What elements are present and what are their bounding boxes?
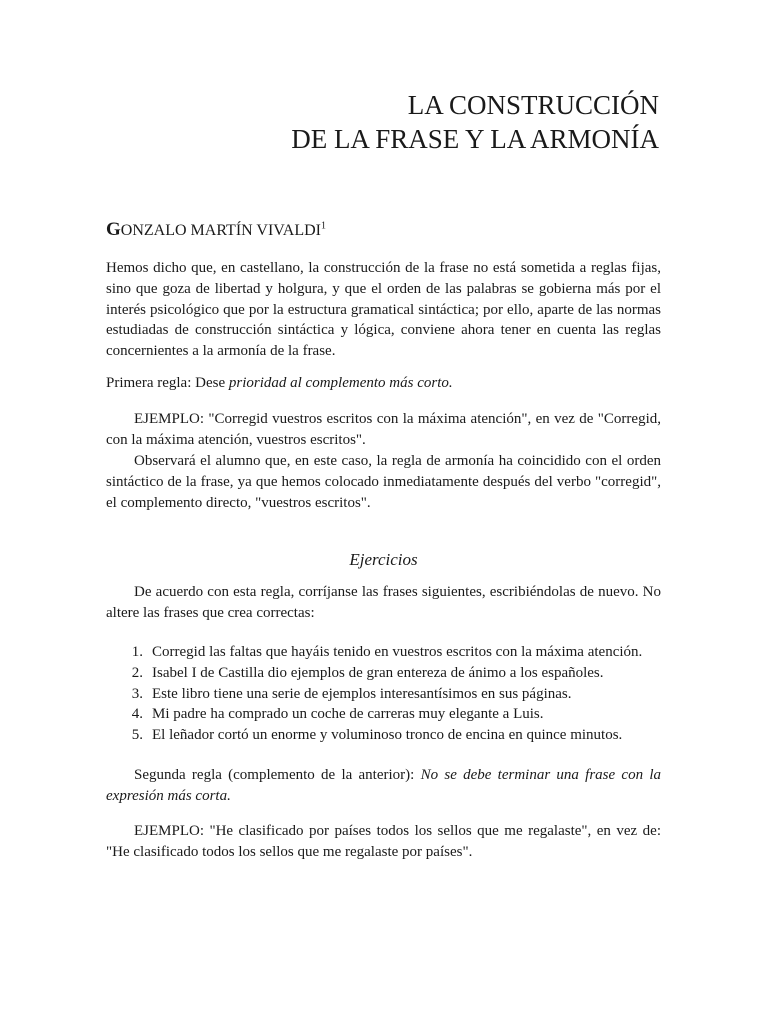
rule-2-emphasis: No se debe terminar una frase con la expresión más corta.	[106, 767, 662, 804]
exercise-number: 4.	[131, 706, 143, 723]
exercise-item	[106, 725, 666, 746]
title-line-1: LA CONSTRUCCIÓN	[407, 90, 659, 120]
observation-paragraph: Observará el alumno que, en este caso, la regla de armonía ha coincidido con el orden sintáctico de la frase, ya que hemos colocado inmediatamente después del verbo "corregid", el complemento directo, "vuestros escritos".	[106, 453, 661, 511]
exercise-number: 5.	[131, 727, 143, 744]
exercise-number: 3.	[131, 685, 143, 702]
exercises-heading: Ejercicios	[349, 550, 418, 569]
exercise-item	[106, 684, 666, 705]
exercise-number: 2.	[131, 664, 143, 681]
rule-1-paragraph	[106, 373, 661, 394]
exercise-text: Corregid las faltas que hayáis tenido en vuestros escritos con la máxima atención.	[152, 644, 643, 660]
rule-1-label: Primera regla: Dese	[106, 375, 229, 391]
exercises-instruction: De acuerdo con esta regla, corríjanse las frases siguientes, escribiéndolas de nuevo. No altere las frases que crea correctas:	[106, 584, 661, 621]
rule-1-emphasis: prioridad al complemento más corto.	[228, 375, 453, 391]
exercise-text: Mi padre ha comprado un coche de carreras muy elegante a Luis.	[152, 706, 544, 723]
title-line-2: DE LA FRASE Y LA ARMONÍA	[291, 124, 659, 154]
author-rest: ONZALO MARTÍN VIVALDI	[120, 222, 321, 239]
footnote-mark: 1	[321, 220, 326, 232]
example-1-paragraph: EJEMPLO: "Corregid vuestros escritos con la máxima atención", en vez de "Corregid, con la máxima atención, vuestros escritos".	[106, 411, 661, 448]
exercise-item	[106, 642, 666, 663]
exercise-item	[106, 704, 666, 725]
intro-paragraph: Hemos dicho que, en castellano, la construcción de la frase no está sometida a reglas fijas, sino que goza de libertad y holgura, y que el orden de las palabras se gobierna más por el interés psicológico que por la estructura gramatical sintáctica; por ello, aparte de las normas estudiadas de construcción sintáctica y lógica, conviene ahora tener en cuenta las reglas concernientes a la armonía de la frase.	[106, 260, 661, 360]
rule-2-paragraph	[106, 765, 661, 807]
exercise-text: El leñador cortó un enorme y voluminoso tronco de encina en quince minutos.	[152, 727, 623, 744]
exercise-text: Isabel I de Castilla dio ejemplos de gran entereza de ánimo a los españoles.	[152, 664, 604, 681]
rule-2-label: Segunda regla (complemento de la anterior):	[134, 767, 421, 783]
example-2-paragraph: EJEMPLO: "He clasificado por países todos los sellos que me regalaste", en vez de: "He clasificado todos los sellos que me regalaste por países".	[106, 823, 661, 860]
exercise-item	[106, 663, 666, 684]
author-initial: G	[106, 219, 121, 240]
exercise-text: Este libro tiene una serie de ejemplos interesantísimos en sus páginas.	[152, 685, 572, 702]
document-title	[291, 88, 659, 156]
author-name	[106, 219, 326, 241]
exercise-list	[106, 642, 666, 746]
exercise-number: 1.	[131, 644, 143, 660]
